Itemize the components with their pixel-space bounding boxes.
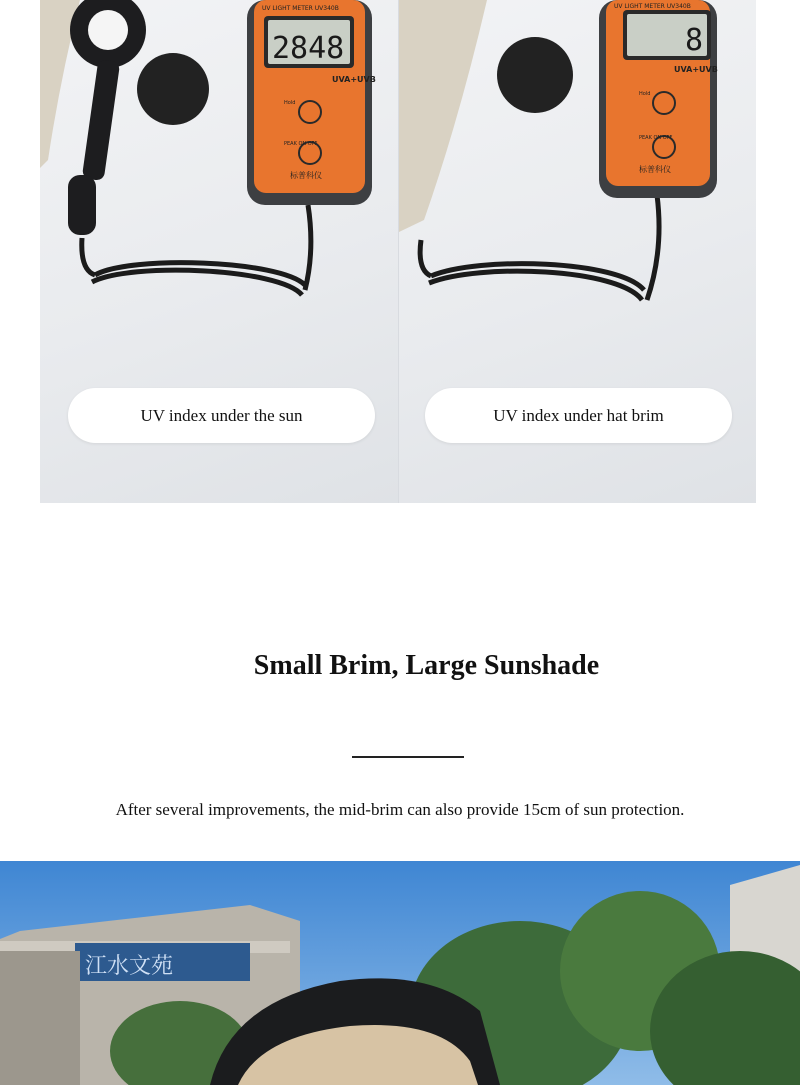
brand-logo: 标普科仪 (290, 171, 322, 180)
sensor-cap (137, 53, 209, 125)
peak-button-label: PEAK ON OFF (284, 141, 318, 147)
section-description: After several improvements, the mid-brim can also provide 15cm of sun protection. (115, 800, 685, 819)
hold-button-label: Hold (284, 100, 296, 106)
section-title: Small Brim, Large Sunshade (253, 650, 600, 681)
hat-photo (0, 861, 800, 1085)
meter-header-text: UV LIGHT METER UV340B (614, 3, 691, 10)
coiled-cable (82, 205, 311, 295)
sensor-window (88, 10, 128, 50)
outdoor-scene-illustration (0, 861, 800, 1085)
building-sign-text: 江水文苑 (85, 954, 174, 979)
band-label: UVA+UVB (674, 65, 718, 74)
hold-button (653, 92, 675, 114)
sensor-cap (497, 37, 573, 113)
comparison-panel-brim (398, 0, 756, 503)
meter-header-text: UV LIGHT METER UV340B (262, 5, 339, 12)
lcd-reading: 8 (685, 23, 704, 58)
hold-button (299, 101, 321, 123)
caption-pill-brim: UV index under hat brim (425, 388, 732, 443)
sensor-grip (68, 175, 96, 235)
brand-logo: 标普科仪 (639, 165, 671, 174)
band-label: UVA+UVB (332, 75, 376, 84)
caption-pill-sun: UV index under the sun (68, 388, 375, 443)
lcd-reading: 2848 (272, 31, 345, 66)
peak-button-label: PEAK ON OFF (639, 135, 673, 141)
title-divider (352, 756, 464, 758)
comparison-panel-sun (40, 0, 398, 503)
hat-brim-shape (399, 0, 487, 232)
building-pillar (0, 951, 80, 1085)
sensor-handle (82, 59, 120, 181)
coiled-cable (420, 195, 659, 300)
hold-button-label: Hold (639, 91, 651, 97)
